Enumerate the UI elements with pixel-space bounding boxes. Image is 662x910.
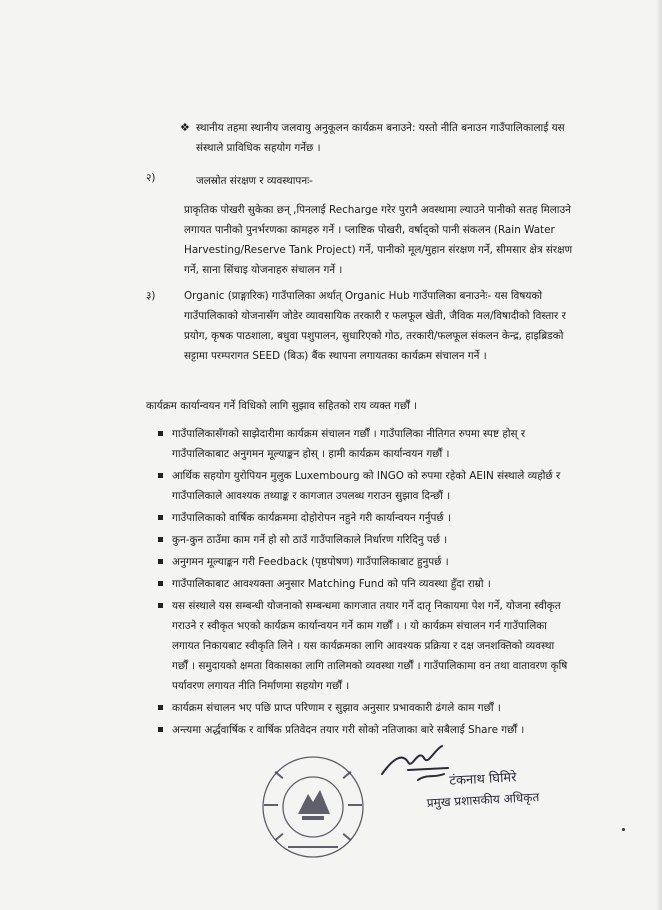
section-2-number: २) <box>146 172 156 184</box>
ink-dot <box>622 828 625 831</box>
section-2-body: प्राकृतिक पोखरी सुकेका छन् ,पिनलाई Recharge गरेर पुरानै अवस्थामा ल्याउने पानीको सतह मिलाउने लगायत पानीको पुनर्भरणका कामहरु गर्ने । प्लाष्टिक पोखरी, वर्षाद्को पानी संकलन (Rain Water Harvesting/Reserve Tank Project) गर्ने, पानीको मूल/मुहान संरक्षण गर्ने, सीमसार क्षेत्र संरक्षण गर्ने, साना सिंचाइ योजनाहरु संचालन गर्ने । <box>184 204 573 276</box>
section-2-title: जलस्रोत संरक्षण र व्यवस्थापनः- <box>196 175 313 187</box>
implementation-intro: कार्यक्रम कार्यान्वयन गर्ने विधिको लागि सुझाव सहितको राय व्यक्त गर्छौं । <box>146 400 418 412</box>
square-bullet-icon <box>158 581 163 586</box>
list-item: आर्थिक सहयोग युरोपियन मुलुक Luxembourg को INGO को रुपमा रहेको AEIN संस्थाले व्यहोर्छ र गाउँपालिकाले आवश्यक तथ्याङ्क र कागजात उपलब्ध गराउन सुझाव दिन्छौं । <box>172 466 572 506</box>
section-3-number: ३) <box>146 290 156 302</box>
square-bullet-icon <box>158 603 163 608</box>
square-bullet-icon <box>158 705 163 710</box>
square-bullet-icon <box>158 515 163 520</box>
top-bullet-paragraph <box>180 118 576 158</box>
section-3-body: Organic (प्राङ्गारिक) गाउँपालिका अर्थात् Organic Hub गाउँपालिका बनाउनेः- यस विषयको गाउँपालिकाको योजनासँग जोडेर व्यावसायिक तरकारी र फलफूल खेती, जैविक मल/विषादीको विस्तार र प्रयोग, कृषक पाठशाला, बधुवा पशुपालन, सुधारिएको गोठ, तरकारी/फलफूल संकलन केन्द्र, हाइब्रिडको सट्टामा परम्परागत SEED (बिऊ) बैंक स्थापना लगायतका कार्यक्रम संचालन गर्ने । <box>184 290 566 362</box>
list-item: कार्यक्रम संचालन भए पछि प्राप्त परिणाम र सुझाव अनुसार प्रभावकारी ढंगले काम गर्छौं । <box>172 698 572 718</box>
square-bullet-icon <box>158 727 163 732</box>
suggestion-list <box>172 424 572 742</box>
list-item: अनुगमन मूल्याङ्कन गरी Feedback (पृष्ठपोषण) गाउँपालिकाबाट हुनुपर्छ । <box>172 552 572 572</box>
square-bullet-icon <box>158 559 163 564</box>
list-item: कुन-कुन ठाउँमा काम गर्ने हो सो ठाउँ गाउँपालिकाले निर्धारण गरिदिनु पर्छ । <box>172 530 572 550</box>
office-seal-stamp <box>258 752 368 862</box>
page-edge-shadow <box>656 0 662 910</box>
list-item: यस संस्थाले यस सम्बन्धी योजनाको सम्बन्धमा कागजात तयार गर्ने दातृ निकायमा पेश गर्ने, योजना स्वीकृत गराउने र स्वीकृत भएको कार्यक्रम कार्यान्वयन गर्ने काम गर्छौं । । यो कार्यक्रम संचालन गर्न गाउँपालिका लगायत निकायबाट स्वीकृति लिने । यस कार्यक्रमका लागि आवश्यक प्रक्रिया र दक्ष जनशक्तिको व्यवस्था गर्छौं । समुदायको क्षमता विकासका लागि तालिमको व्यवस्था गर्छौं । गाउँपालिकामा वन तथा वातावरण कृषि पर्यावरण लगायत नीति निर्माणमा सहयोग गर्छौं । <box>172 596 572 696</box>
signatory-name: टंकनाथ घिमिरे <box>449 770 517 789</box>
signatory-block <box>398 770 568 810</box>
list-item: गाउँपालिकाको वार्षिक कार्यक्रममा दोहोरोपन नहुने गरी कार्यान्वयन गर्नुपर्छ । <box>172 508 572 528</box>
square-bullet-icon <box>158 473 163 478</box>
square-bullet-icon <box>158 431 163 436</box>
list-item: गाउँपालिकाबाट आवश्यक्ता अनुसार Matching Fund को पनि व्यवस्था हुँदा राम्रो । <box>172 574 572 594</box>
list-item: गाउँपालिकासँगको साझेदारीमा कार्यक्रम संचालन गर्छौं । गाउँपालिका नीतिगत रुपमा स्पष्ट होस् र गाउँपालिकाबाट अनुगमन मूल्याङ्कन होस् । हामी कार्यक्रम कार्यान्वयन गर्छौं । <box>172 424 572 464</box>
top-bullet-text: स्थानीय तहमा स्थानीय जलवायु अनुकूलन कार्यक्रम बनाउने: यस्तो नीति बनाउन गाउँपालिकालाई यस संस्थाले प्राविधिक सहयोग गर्नेछ । <box>196 122 565 154</box>
square-bullet-icon <box>158 537 163 542</box>
signatory-title: प्रमुख प्रशासकीय अधिकृत <box>426 790 540 810</box>
list-item: अन्त्यमा अर्द्धवार्षिक र वार्षिक प्रतिवेदन तयार गरी सोको नतिजाका बारे सबैलाई Share गर्छौं । <box>172 720 572 740</box>
diamond-bullet-icon: ❖ <box>180 121 190 134</box>
